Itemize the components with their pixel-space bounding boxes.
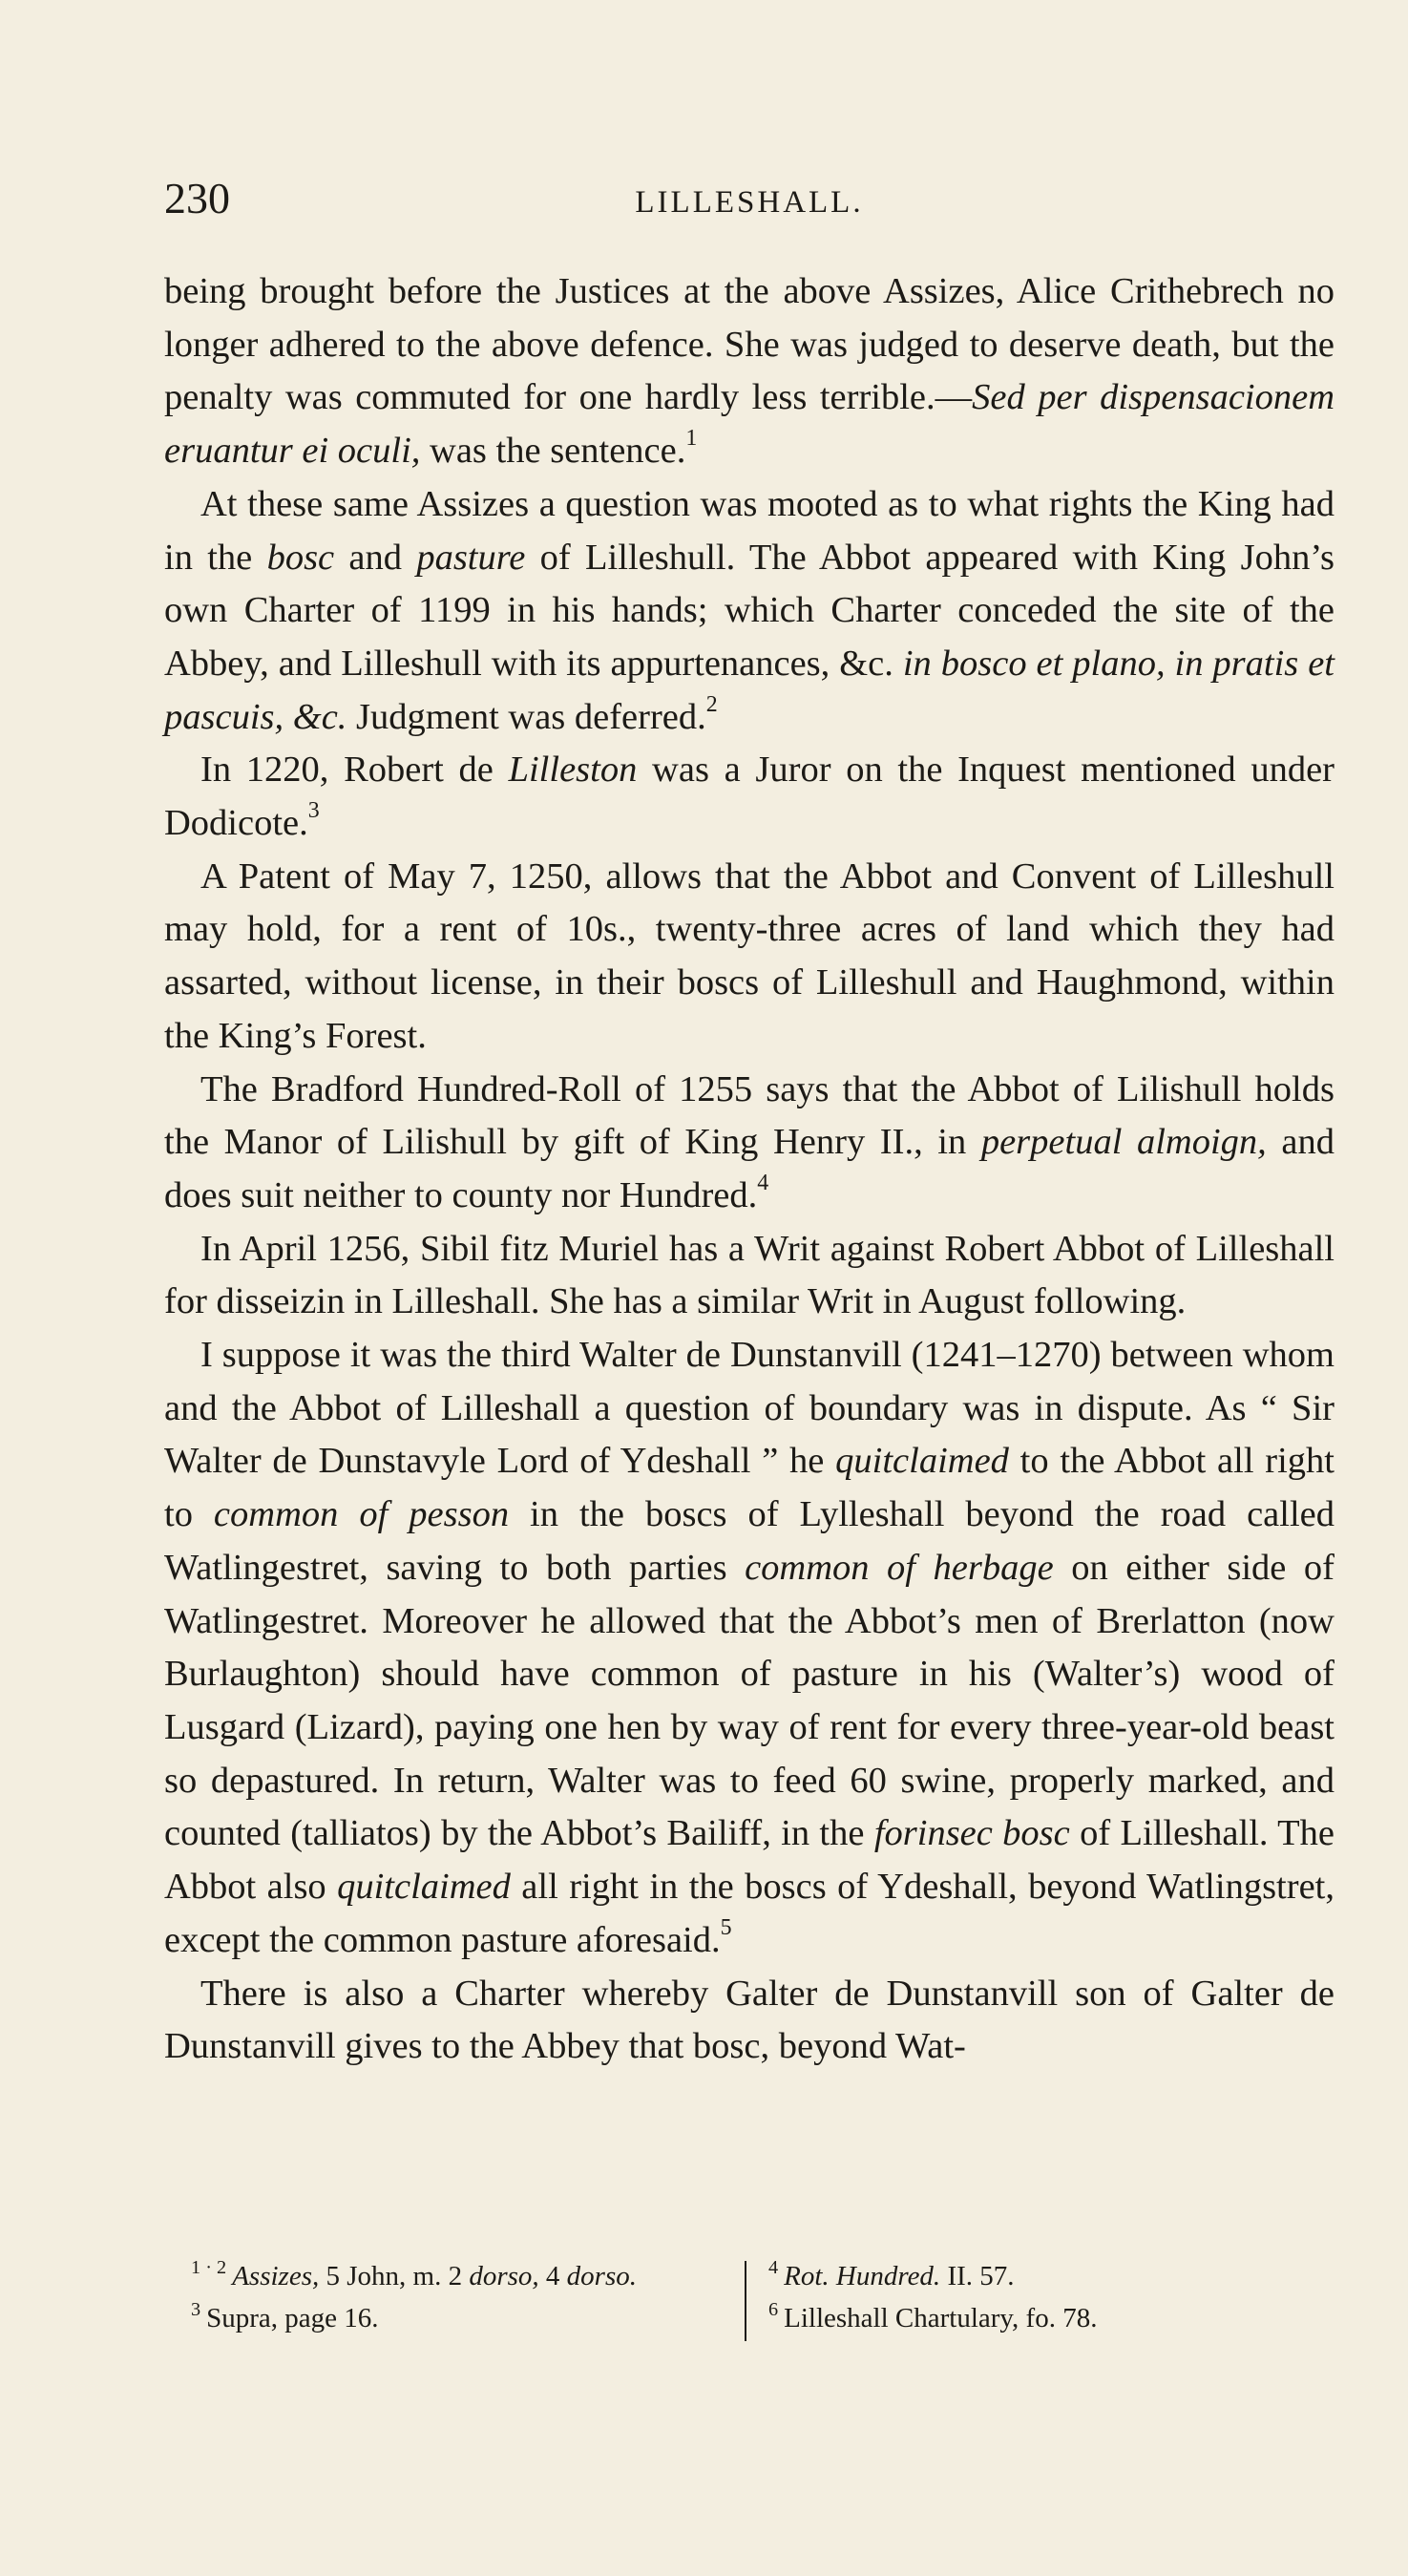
paragraph-1: [164, 265, 1334, 478]
footnote-text: Supra, page 16.: [206, 2303, 379, 2333]
italic-term: Rot. Hundred.: [784, 2261, 941, 2291]
paragraph-5: [164, 1064, 1334, 1223]
paragraph-text: of Lilleshall. The Abbot also: [164, 1813, 1335, 1908]
footnote-3: [191, 2297, 745, 2339]
paragraph-text: of Lilleshull. The Abbot appeared with King John’s own Charter of 1199 in his hands; which Charter conceded the site of the Abbey, and Lilleshull with its appurtenances, &c.: [164, 537, 1335, 684]
footnotes-right-column: [768, 2255, 1303, 2339]
italic-term: quitclaimed: [337, 1867, 511, 1908]
latin-phrase: Sed per dispensacionem eruantur ei oculi,: [164, 377, 1334, 472]
paragraph-text: all right in the boscs of Ydeshall, beyond Watlingstret, except the common pasture aforesaid.: [164, 1867, 1334, 1960]
italic-term: Lilleston: [508, 750, 638, 791]
running-title: LILLESHALL.: [635, 185, 864, 220]
paragraph-7: [164, 1329, 1334, 1967]
footnote-text: Lilleshall Chartulary, fo. 78.: [784, 2303, 1098, 2333]
paragraph-text: In 1220, Robert de: [200, 750, 509, 791]
italic-term: Assizes,: [232, 2261, 320, 2291]
footnote-mark: 6: [768, 2298, 779, 2320]
paragraph-text: on either side of Watlingestret. Moreover he allowed that the Abbot’s men of Brerlatton (now Burlaughton) should have common of pasture in his (Walter’s) wood of Lusgard (Lizard), paying one hen by way of rent for every three-year-old beast so depastured. In return, Walter was to feed 60 swine, properly marked, and counted (talliatos) by the Abbot’s Bailiff, in the: [164, 1547, 1334, 1854]
paragraph-2: [164, 478, 1334, 745]
paragraph-text: Judgment was deferred.: [347, 696, 706, 737]
footnote-1-2: [191, 2255, 745, 2297]
paragraph-text: I suppose it was the third Walter de Dunstanvill (1241–1270) between whom and the Abbot of Lilleshall a question of boundary was in dispute. As “ Sir Walter de Dunstavyle Lord of Ydeshall ” he: [164, 1335, 1334, 1482]
paragraph-text: in the boscs of Lylleshall beyond the road called Watlingestret, saving to both parties: [164, 1494, 1334, 1588]
footnote-mark: 1 · 2: [191, 2256, 227, 2278]
footnote-4: [768, 2255, 1303, 2297]
footnote-text: 4: [538, 2261, 567, 2291]
paragraph-text: was a Juror on the Inquest mentioned under Dodicote.: [164, 750, 1334, 844]
paragraph-4: A Patent of May 7, 1250, allows that the Abbot and Convent of Lilleshull may hold, for a rent of 10s., twenty-three acres of land which they had assarted, without license, in their boscs of Lilleshull and Haughmond, within the King’s Forest.: [164, 855, 1334, 1056]
footnote-ref[interactable]: 1: [685, 426, 698, 452]
paragraph-text: being brought before the Justices at the above Assizes, Alice Crithebrech no longer adhered to the above defence. She was judged to deserve death, but the penalty was commuted for one hardly less terrible.—: [164, 271, 1334, 418]
italic-term: forinsec bosc: [873, 1813, 1070, 1854]
footnote-ref[interactable]: 3: [307, 798, 320, 824]
paragraph-text: The Bradford Hundred-Roll of 1255 says that the Abbot of Lilishull holds the Manor of Lilishull by gift of King Henry II., in: [164, 1068, 1334, 1163]
italic-term: common of herbage: [745, 1547, 1054, 1588]
footnote-mark: 3: [191, 2298, 201, 2320]
footnote-ref[interactable]: 2: [705, 691, 718, 717]
paragraph-text: and does suit neither to county nor Hundred.: [164, 1122, 1334, 1215]
footnote-text: II. 57.: [940, 2261, 1015, 2291]
italic-term: dorso,: [469, 2261, 539, 2291]
page-header: [164, 170, 1334, 227]
footnote-text: 5 John, m. 2: [319, 2261, 470, 2291]
body-text: [164, 265, 1334, 2074]
page-number: 230: [164, 174, 230, 222]
paragraph-text: was the sentence.: [420, 431, 686, 472]
footnote-ref[interactable]: 4: [757, 1171, 769, 1196]
italic-term: perpetual almoign,: [980, 1122, 1267, 1163]
footnote-mark: 4: [768, 2256, 779, 2278]
paragraph-3: [164, 744, 1334, 850]
italic-term: dorso.: [566, 2261, 637, 2291]
latin-phrase: in bosco et plano, in pratis et pascuis, &c.: [164, 643, 1334, 737]
footnote-ref[interactable]: 5: [720, 1914, 732, 1940]
paragraph-text: and: [334, 537, 417, 578]
italic-term: quitclaimed: [835, 1441, 1009, 1482]
footnote-5: [768, 2297, 1303, 2339]
italic-term: common of pesson: [213, 1494, 510, 1535]
paragraph-text: At these same Assizes a question was mooted as to what rights the King had in the: [164, 483, 1334, 578]
paragraph-8: There is also a Charter whereby Galter de Dunstanvill son of Galter de Dunstanvill gives to the Abbey that bosc, beyond Wat-: [164, 1973, 1334, 2067]
footnote-divider: [745, 2261, 746, 2341]
italic-term: pasture: [416, 537, 526, 578]
paragraph-6: In April 1256, Sibil fitz Muriel has a Writ against Robert Abbot of Lilleshall for disseizin in Lilleshall. She has a similar Writ in August following.: [164, 1228, 1334, 1322]
footnotes-left-column: [191, 2255, 745, 2339]
italic-term: bosc: [266, 537, 335, 578]
paragraph-text: to the Abbot all right to: [164, 1441, 1334, 1535]
